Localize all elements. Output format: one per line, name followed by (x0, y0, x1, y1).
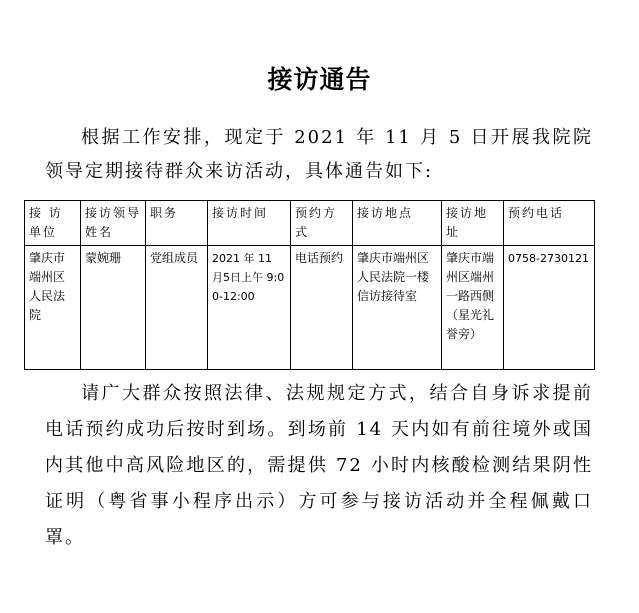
cell-address: 肇庆市端州区端州一路西侧（星光礼誉旁） (442, 246, 504, 370)
cell-place: 肇庆市端州区人民法院一楼信访接待室 (353, 246, 442, 370)
intro-paragraph: 根据工作安排，现定于 2021 年 11 月 5 日开展我院院领导定期接待群众来访活动，具体通告如下: (45, 127, 593, 182)
header-time: 接访时间 (208, 201, 291, 246)
cell-leader: 蒙婉珊 (81, 246, 146, 370)
header-phone: 预约电话 (504, 201, 595, 246)
header-place: 接访地点 (353, 201, 442, 246)
header-address: 接访地址 (442, 201, 504, 246)
table-header-row (25, 201, 595, 246)
cell-method: 电话预约 (291, 246, 353, 370)
reception-table (24, 200, 595, 370)
table-row (25, 246, 595, 370)
header-leader: 接访领导姓名 (81, 201, 146, 246)
notice-title: 接访通告 (267, 65, 372, 94)
cell-position: 党组成员 (146, 246, 208, 370)
cell-time: 2021 年 11 月5日上午 9:00-12:00 (208, 246, 291, 370)
notice-paragraph: 请广大群众按照法律、法规规定方式，结合自身诉求提前电话预约成功后按时到场。到场前 14 天内如有前往境外或国内其他中高风险地区的，需提供 72 小时内核酸检测结果阴性证明（粤省事小程序出示）方可参与接访活动并全程佩戴口罩。 (45, 383, 593, 548)
header-position: 职务 (146, 201, 208, 246)
header-unit: 接 访单位 (25, 201, 81, 246)
header-method: 预约方式 (291, 201, 353, 246)
cell-unit: 肇庆市端州区人民法院 (25, 246, 81, 370)
cell-phone: 0758-2730121 (504, 246, 595, 370)
